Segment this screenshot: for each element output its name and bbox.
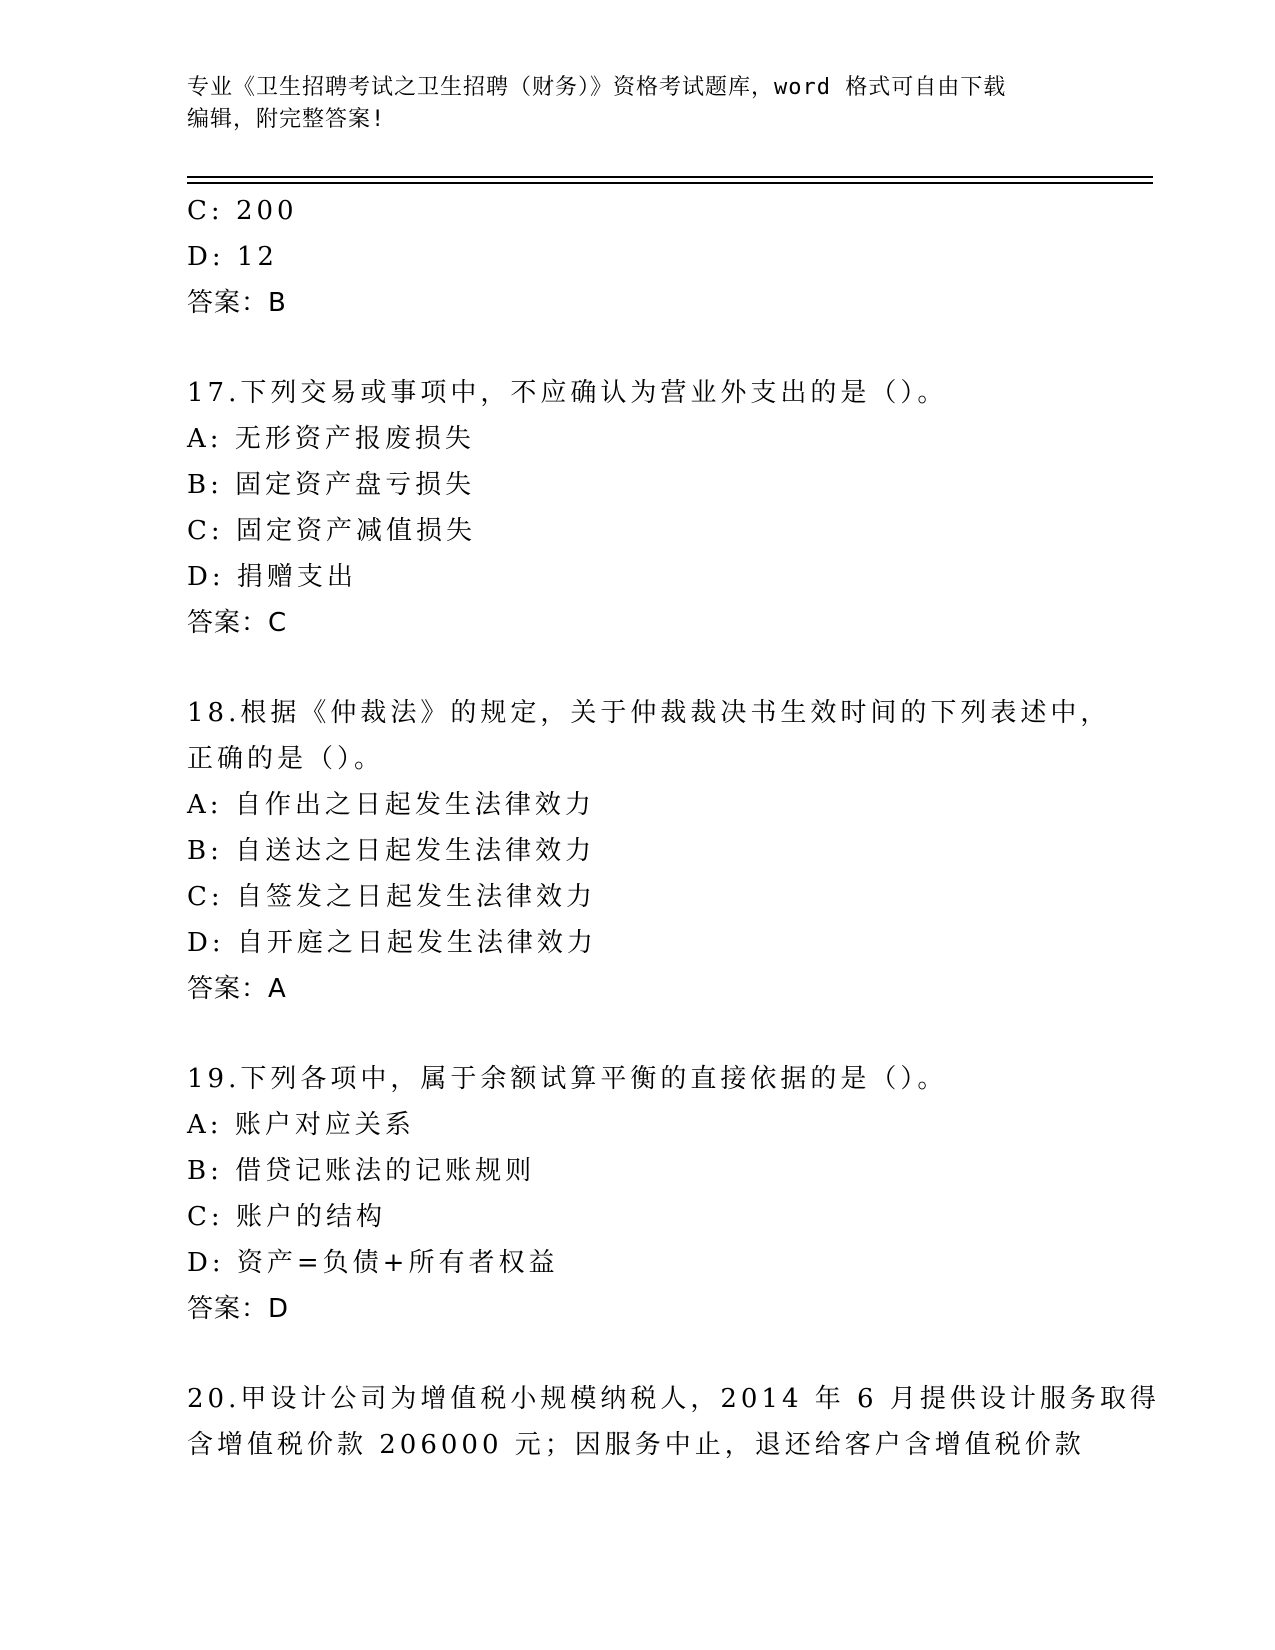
option-text: 借贷记账法的记账规则 [235, 1156, 536, 1186]
option-text: 自开庭之日起发生法律效力 [236, 928, 597, 958]
option-line: D: 12 [187, 242, 278, 272]
option-line: D: 资产=负债+所有者权益 [187, 1248, 559, 1278]
question-stem: 20.甲设计公司为增值税小规模纳税人，2014 年 6 月提供设计服务取得 [187, 1384, 1160, 1414]
option-text: 自作出之日起发生法律效力 [234, 790, 595, 820]
option-text: 捐赠支出 [236, 562, 357, 592]
header-rule-bottom [187, 182, 1153, 184]
option-label: A [187, 790, 210, 820]
option-text: 资产=负债+所有者权益 [236, 1248, 559, 1278]
option-label: B [187, 1156, 211, 1186]
prev-question-tail [187, 188, 1153, 326]
header-line-1: 专业《卫生招聘考试之卫生招聘（财务）》资格考试题库，word 格式可自由下载 [187, 75, 1007, 100]
question-18 [187, 690, 1153, 1012]
option-line: D: 捐赠支出 [187, 562, 357, 592]
option-label: D [187, 562, 212, 592]
option-text: 自签发之日起发生法律效力 [235, 882, 596, 912]
question-stem: 正确的是（）。 [187, 744, 385, 774]
option-label: D [187, 242, 212, 272]
option-label: A [187, 424, 210, 454]
question-stem: 含增值税价款 206000 元；因服务中止，退还给客户含增值税价款 [187, 1430, 1085, 1460]
option-label: D [187, 1248, 212, 1278]
option-text: 账户对应关系 [234, 1110, 415, 1140]
option-line: C: 账户的结构 [187, 1202, 386, 1232]
option-text: 账户的结构 [235, 1202, 386, 1232]
option-line: D: 自开庭之日起发生法律效力 [187, 928, 597, 958]
question-stem: 19.下列各项中，属于余额试算平衡的直接依据的是（）。 [187, 1064, 948, 1094]
option-line: C: 200 [187, 196, 298, 226]
document-header [187, 72, 1087, 136]
option-text: 无形资产报废损失 [234, 424, 475, 454]
option-text: 固定资产盘亏损失 [235, 470, 476, 500]
question-20 [187, 1376, 1160, 1468]
document-body [187, 188, 1160, 1468]
option-label: C [187, 882, 211, 912]
option-line: B: 借贷记账法的记账规则 [187, 1156, 536, 1186]
option-label: C [187, 196, 211, 226]
option-text: 固定资产减值损失 [235, 516, 476, 546]
question-stem: 18.根据《仲裁法》的规定，关于仲裁裁决书生效时间的下列表述中， [187, 698, 1111, 728]
option-line: C: 固定资产减值损失 [187, 516, 476, 546]
option-line: C: 自签发之日起发生法律效力 [187, 882, 596, 912]
option-text: 自送达之日起发生法律效力 [235, 836, 596, 866]
header-rule-top [187, 176, 1153, 178]
option-line: B: 自送达之日起发生法律效力 [187, 836, 596, 866]
option-text: 200 [235, 196, 298, 226]
option-line: A: 无形资产报废损失 [187, 424, 475, 454]
option-line: B: 固定资产盘亏损失 [187, 470, 476, 500]
option-label: A [187, 1110, 210, 1140]
header-line-2: 编辑，附完整答案! [187, 107, 386, 132]
option-line: A: 账户对应关系 [187, 1110, 415, 1140]
option-label: B [187, 836, 211, 866]
option-text: 12 [236, 242, 278, 272]
question-17 [187, 370, 1153, 646]
option-label: C [187, 1202, 211, 1232]
option-label: C [187, 516, 211, 546]
option-line: A: 自作出之日起发生法律效力 [187, 790, 595, 820]
answer-line: 答案：D [187, 1294, 290, 1324]
answer-line: 答案：B [187, 288, 287, 318]
question-stem: 17.下列交易或事项中，不应确认为营业外支出的是（）。 [187, 378, 948, 408]
answer-line: 答案：C [187, 608, 288, 638]
question-19 [187, 1056, 1153, 1332]
option-label: D [187, 928, 212, 958]
answer-line: 答案：A [187, 974, 287, 1004]
option-label: B [187, 470, 211, 500]
